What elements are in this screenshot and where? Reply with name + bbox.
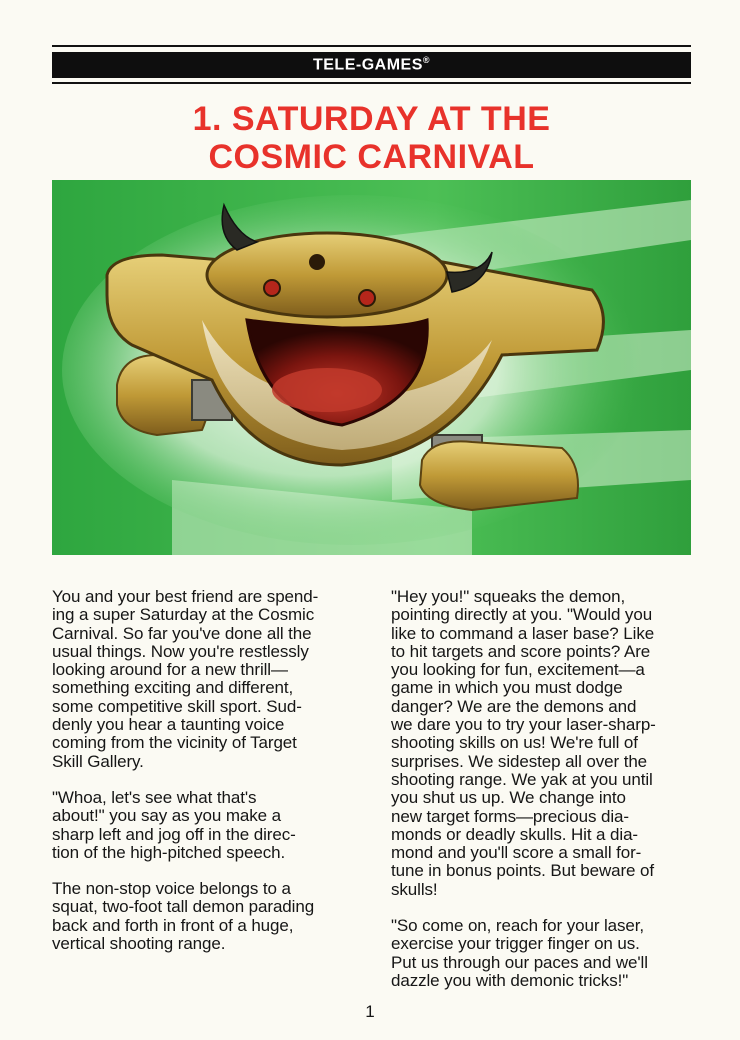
right-column <box>391 588 693 1008</box>
page-number: 1 <box>365 1002 375 1021</box>
paragraph: "Hey you!" squeaks the demon, pointing directly at you. "Would you like to command a laser base? Like to hit targets and score points? Are you looking for fun, excitement—a game in which you must dodge danger? We are the demons and we dare you to try your laser-sharp- shooting skills on us! We're full of surprises. We sidestep all over the shooting range. We yak at you until you shut us up. We change into new target forms—precious dia- monds or deadly skulls. Hit a dia- mond and you'll score a small for- tune in bonus points. But beware of skulls! <box>391 587 656 899</box>
header-bar <box>52 52 691 78</box>
demon-illustration <box>52 180 691 555</box>
header-bottom-rule <box>52 82 691 84</box>
brand-label: TELE-GAMES® <box>312 55 431 74</box>
right-eye <box>359 290 375 306</box>
paragraph: "Whoa, let's see what that's about!" you say as you make a sharp left and jog off in the direc- tion of the high-pitched speech. <box>52 787 296 862</box>
trademark-symbol: ® <box>422 55 431 66</box>
paragraph: The non-stop voice belongs to a squat, two-foot tall demon parading back and forth in front of a huge, vertical shooting range. <box>52 879 315 954</box>
chapter-title <box>52 100 691 176</box>
paragraph: You and your best friend are spend- ing a super Saturday at the Cosmic Carnival. So far you've done all the usual things. Now you're restlessly looking around for a new thrill— something exciting and different, some competitive skill sport. Sud- denly you hear a taunting voice coming from the vicinity of Target Skill Gallery. <box>52 587 319 771</box>
header-top-rule <box>52 45 691 47</box>
chapter-title-line-2: COSMIC CARNIVAL <box>208 138 535 176</box>
paragraph: "So come on, reach for your laser, exercise your trigger finger on us. Put us through our paces and we'll dazzle you with demonic tricks!" <box>391 916 648 990</box>
chapter-title-line-1: 1. SATURDAY AT THE <box>192 100 551 138</box>
left-column <box>52 588 352 971</box>
top-eye <box>309 254 325 270</box>
left-eye <box>264 280 280 296</box>
